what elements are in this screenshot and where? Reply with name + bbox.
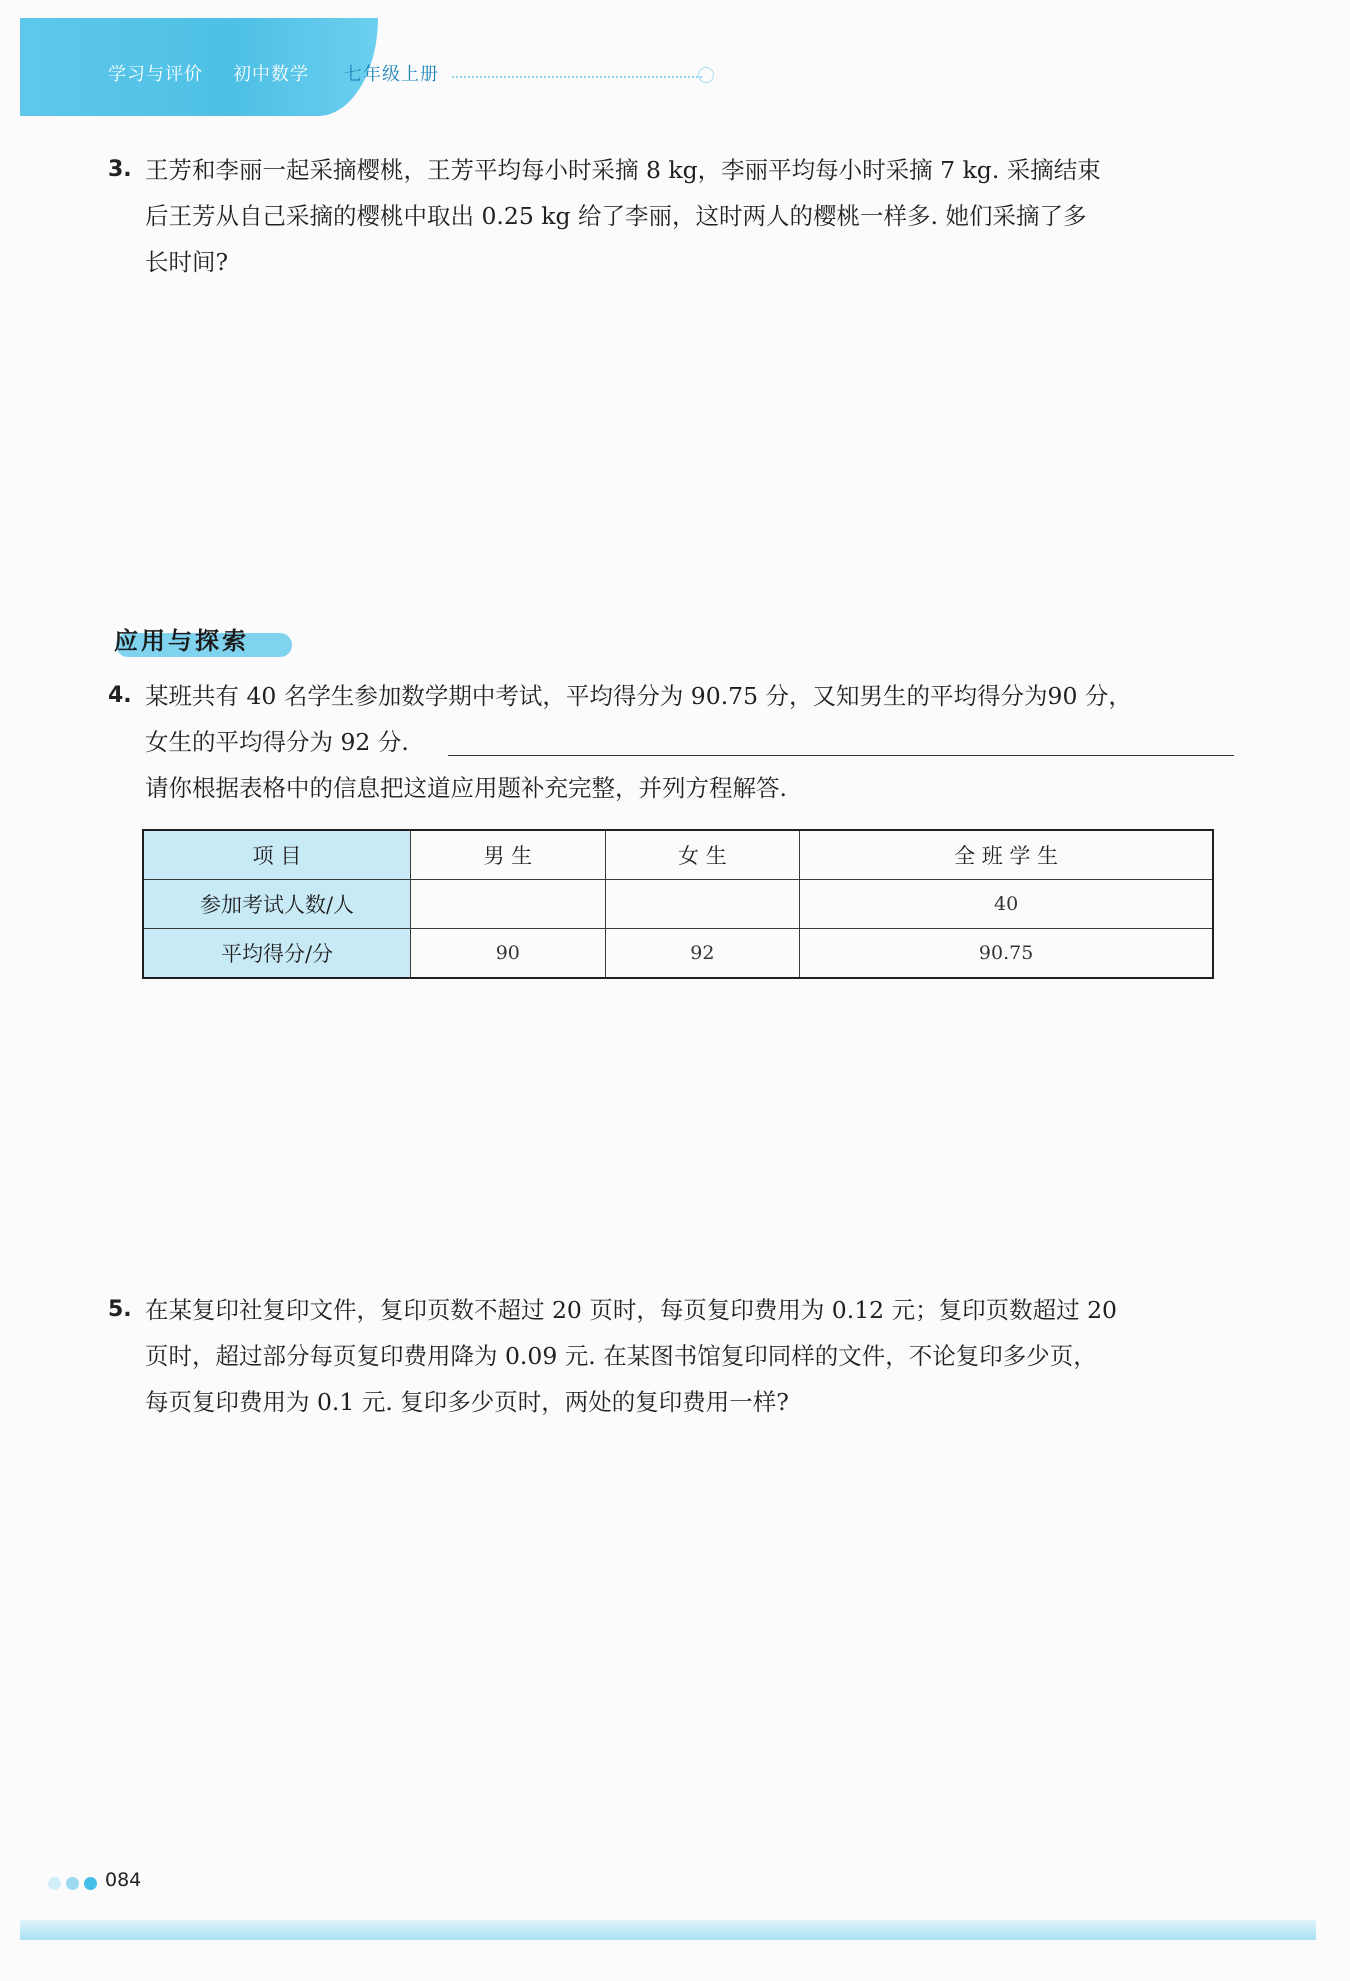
footer-dot-icon bbox=[84, 1877, 97, 1890]
header-circle-icon bbox=[698, 67, 714, 83]
question-4-number: 4. bbox=[108, 683, 132, 708]
table-cell: 92 bbox=[605, 929, 800, 979]
table-cell bbox=[411, 880, 606, 929]
question-3-number: 3. bbox=[108, 157, 132, 182]
header-grade: 七年级上册 bbox=[344, 64, 439, 85]
table-row-label: 平均得分/分 bbox=[143, 929, 411, 979]
page-number: 084 bbox=[105, 1869, 142, 1891]
header-subject: 初中数学 bbox=[233, 64, 309, 85]
question-5-line: 每页复印费用为 0.1 元. 复印多少页时，两处的复印费用一样? bbox=[145, 1388, 789, 1416]
answer-blank[interactable] bbox=[448, 755, 1234, 756]
footer-band bbox=[20, 1920, 1316, 1940]
footer-dot-icon bbox=[66, 1877, 79, 1890]
table-row bbox=[143, 929, 1213, 979]
question-3-line: 王芳和李丽一起采摘樱桃，王芳平均每小时采摘 8 kg，李丽平均每小时采摘 7 kg. 采摘结束 bbox=[145, 156, 1101, 184]
table-header-cell: 男 生 bbox=[411, 830, 606, 880]
section-title: 应用与探索 bbox=[114, 627, 249, 655]
table-header-cell: 项 目 bbox=[143, 830, 411, 880]
table-cell bbox=[605, 880, 800, 929]
header-dotted-line bbox=[452, 76, 702, 78]
question-5-number: 5. bbox=[108, 1297, 132, 1322]
table-header-row bbox=[143, 830, 1213, 880]
header-series: 学习与评价 bbox=[108, 64, 203, 85]
section-tag bbox=[110, 621, 292, 657]
question-5-line: 在某复印社复印文件，复印页数不超过 20 页时，每页复印费用为 0.12 元；复印页数超过 20 bbox=[145, 1296, 1117, 1324]
question-4-line: 女生的平均得分为 92 分. bbox=[145, 728, 409, 756]
table-header-cell: 全 班 学 生 bbox=[800, 830, 1213, 880]
table-header-cell: 女 生 bbox=[605, 830, 800, 880]
question-4-line: 请你根据表格中的信息把这道应用题补充完整，并列方程解答. bbox=[145, 774, 787, 802]
table-cell: 90 bbox=[411, 929, 606, 979]
question-3-line: 长时间? bbox=[145, 248, 229, 276]
info-table bbox=[142, 829, 1214, 979]
table-row bbox=[143, 880, 1213, 929]
footer-dot-icon bbox=[48, 1877, 61, 1890]
question-5-line: 页时，超过部分每页复印费用降为 0.09 元. 在某图书馆复印同样的文件，不论复印多少页， bbox=[145, 1342, 1097, 1370]
question-3-line: 后王芳从自己采摘的樱桃中取出 0.25 kg 给了李丽，这时两人的樱桃一样多. 她们采摘了多 bbox=[145, 202, 1087, 230]
question-4-line: 某班共有 40 名学生参加数学期中考试，平均得分为 90.75 分，又知男生的平均得分为90 分， bbox=[145, 682, 1132, 710]
table-cell: 90.75 bbox=[800, 929, 1213, 979]
table-row-label: 参加考试人数/人 bbox=[143, 880, 411, 929]
table-cell: 40 bbox=[800, 880, 1213, 929]
